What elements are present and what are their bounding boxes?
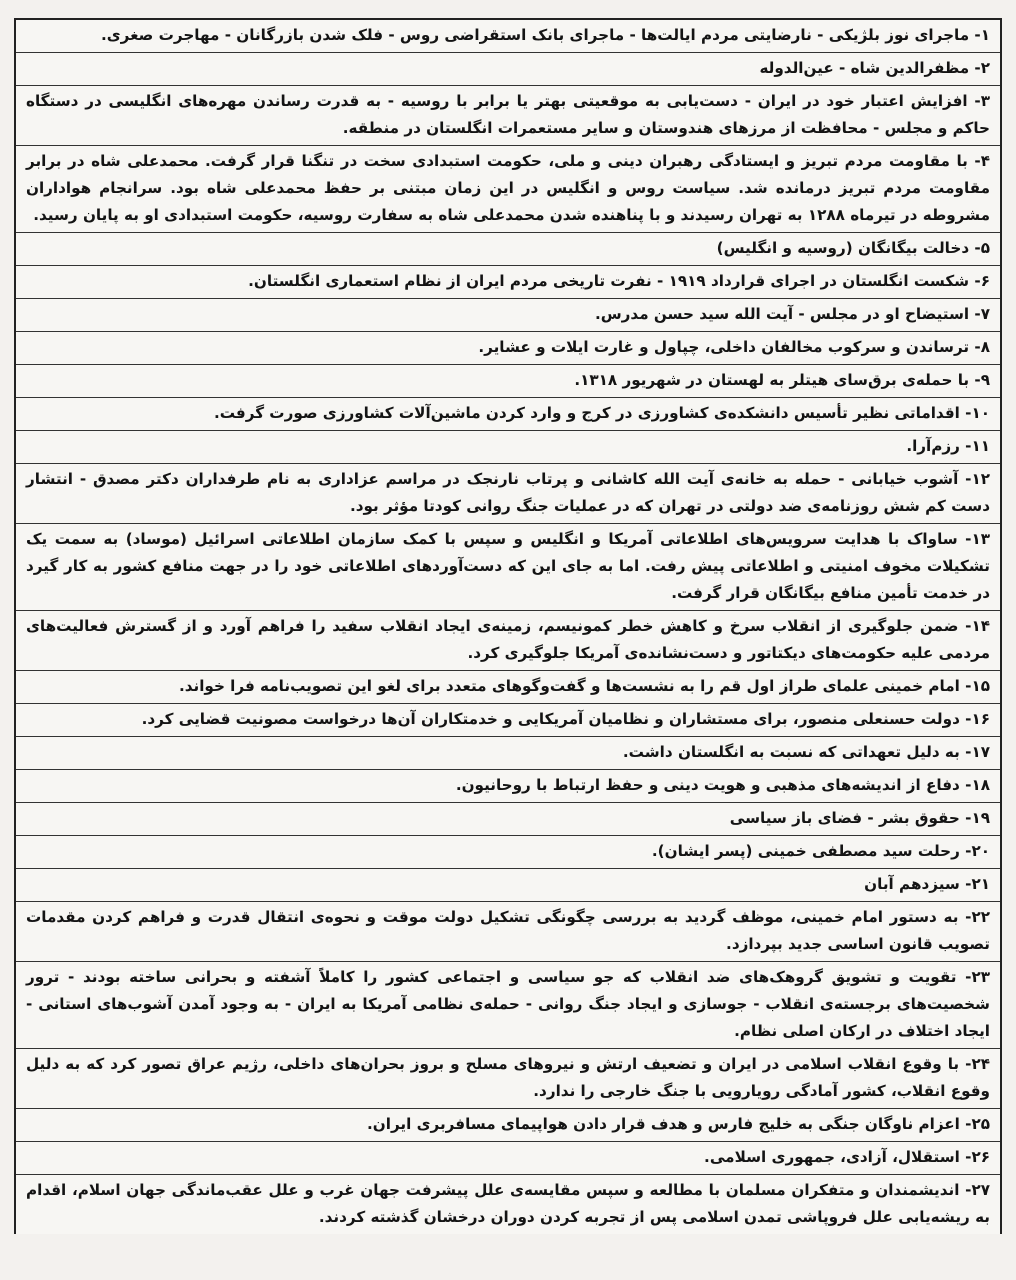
- answer-row: [16, 53, 1000, 86]
- answer-separator: -: [959, 1181, 972, 1199]
- answer-separator: -: [957, 530, 972, 548]
- answer-separator: -: [969, 371, 981, 389]
- answer-row: [16, 1049, 1000, 1109]
- answer-text: دولت حسنعلی منصور، برای مستشاران و نظامیان آمریکایی و خدمتکاران آن‌ها درخواست مصونیت قضایی کرد.: [141, 710, 960, 728]
- answer-number: ۲۵: [971, 1115, 990, 1133]
- answer-row: [16, 611, 1000, 671]
- answer-number: ۱: [980, 26, 990, 44]
- answer-separator: -: [969, 338, 981, 356]
- answer-number: ۲۶: [971, 1148, 990, 1166]
- answer-number: ۱۸: [971, 776, 990, 794]
- answer-text: با وقوع انقلاب اسلامی در ایران و تضعیف ارتش و نیروهای مسلح و بروز بحران‌های داخلی، رژیم عراق تصور کرد که به دلیل وقوع انقلاب، کشور آمادگی رویارویی با جنگ خارجی را ندارد.: [26, 1055, 990, 1100]
- answer-row: [16, 962, 1000, 1049]
- answer-text: ترساندن و سرکوب مخالفان داخلی، چپاول و غارت ایلات و عشایر.: [478, 338, 970, 356]
- answer-separator: -: [958, 908, 972, 926]
- answer-number: ۱۰: [971, 404, 990, 422]
- answer-number: ۲: [980, 59, 990, 77]
- answer-text: اندیشمندان و متفکران مسلمان با مطالعه و سپس مقایسه‌ی علل پیشرفت جهان غرب و علل عقب‌ماندگی جهان اسلام، اقدام به ریشه‌یابی علل فروپاشی تمدن اسلامی پس از تجربه کردن دوران درخشان گذشته کردند.: [26, 1181, 990, 1226]
- answer-row: [16, 266, 1000, 299]
- answer-text: ضمن جلوگیری از انقلاب سرخ و کاهش خطر کمونیسم، زمینه‌ی ایجاد انقلاب سفید را فراهم آورد و از گسترش فعالیت‌های مردمی علیه حکومت‌های دیکتاتور و دست‌نشانده‌ی آمریکا جلوگیری کرد.: [26, 617, 990, 662]
- answer-row: [16, 464, 1000, 524]
- answer-separator: -: [969, 239, 981, 257]
- answer-text: رزم‌آرا.: [906, 437, 960, 455]
- answer-number: ۵: [980, 239, 990, 257]
- answer-text: دخالت بیگانگان (روسیه و انگلیس): [716, 239, 970, 257]
- answer-separator: -: [958, 470, 972, 488]
- answer-row: [16, 737, 1000, 770]
- answer-number: ۹: [980, 371, 990, 389]
- answer-number: ۲۰: [971, 842, 990, 860]
- answer-row: [16, 86, 1000, 146]
- answer-number: ۲۱: [971, 875, 990, 893]
- answer-separator: -: [956, 968, 972, 986]
- answer-row: [16, 671, 1000, 704]
- answer-text: استیضاح او در مجلس - آیت الله سید حسن مدرس.: [594, 305, 970, 323]
- answer-text: به دستور امام خمینی، موظف گردید به بررسی چگونگی تشکیل دولت موقت و نحوه‌ی انتقال قدرت و فراهم کردن مقدمات تصویب قانون اساسی جدید بپردازد.: [26, 908, 990, 953]
- answer-separator: -: [969, 59, 981, 77]
- answer-number: ۱۴: [971, 617, 991, 635]
- answer-separator: -: [959, 437, 972, 455]
- answer-row: [16, 770, 1000, 803]
- answer-row: [16, 869, 1000, 902]
- answer-number: ۱۷: [971, 743, 990, 761]
- answer-separator: -: [959, 809, 972, 827]
- answer-number: ۴: [980, 152, 990, 170]
- answer-number: ۱۹: [971, 809, 990, 827]
- answer-row: [16, 299, 1000, 332]
- answer-separator: -: [959, 710, 972, 728]
- answer-row: [16, 398, 1000, 431]
- answer-row: [16, 233, 1000, 266]
- answer-separator: -: [967, 92, 981, 110]
- answer-text: حقوق بشر - فضای باز سیاسی: [729, 809, 960, 827]
- answer-text: تقویت و تشویق گروهک‌های ضد انقلاب که جو سیاسی و اجتماعی کشور را کاملاً آشفته و بحرانی ساخته بودند - ترور شخصیت‌های برجسته‌ی انقلاب - جوسازی و ایجاد جنگ روانی - حمله‌ی نظامی آمریکا به ایران - به وجود آمدن آشوب‌های استانی - ایجاد اختلاف در ارکان اصلی نظام.: [26, 968, 990, 1040]
- answer-row: [16, 704, 1000, 737]
- answer-number: ۲۲: [971, 908, 990, 926]
- answer-text: استقلال، آزادی، جمهوری اسلامی.: [704, 1148, 960, 1166]
- answer-row: [16, 902, 1000, 962]
- answer-text: اقداماتی نظیر تأسیس دانشکده‌ی کشاورزی در کرج و وارد کردن ماشین‌آلات کشاورزی صورت گرفت.: [213, 404, 960, 422]
- answer-text: امام خمینی علمای طراز اول قم را به نشست‌ها و گفت‌وگوهای متعدد برای لغو این تصویب‌نامه فرا خواند.: [178, 677, 960, 695]
- answer-text: اعزام ناوگان جنگی به خلیج فارس و هدف قرار دادن هواپیمای مسافربری ایران.: [367, 1115, 960, 1133]
- answer-number: ۲۷: [971, 1181, 990, 1199]
- answer-number: ۳: [980, 92, 991, 110]
- answer-separator: -: [959, 1148, 972, 1166]
- answer-row: [16, 365, 1000, 398]
- answer-row: [16, 20, 1000, 53]
- answer-text: با مقاومت مردم تبریز و ایستادگی رهبران دینی و ملی، حکومت استبدادی سخت در تنگنا قرار گرفت. محمدعلی شاه در برابر مقاومت مردم تبریز درمانده شد. سیاست روس و انگلیس در این زمان مبتنی بر حفظ محمدعلی شاه بود. سرانجام هواداران مشروطه در تیرماه ۱۲۸۸ به تهران رسیدند و با پناهنده شدن محمدعلی شاه به سفارت روسیه، حکومت استبدادی او به پایان رسید.: [26, 152, 990, 224]
- answer-text: افزایش اعتبار خود در ایران - دست‌یابی به موقعیتی بهتر یا برابر با روسیه - به قدرت رساندن مهره‌های انگلیسی در دستگاه حاکم و مجلس - محافظت از مرزهای هندوستان و سایر مستعمرات انگلستان در منطقه.: [26, 92, 990, 137]
- answer-text: رحلت سید مصطفی خمینی (پسر ایشان).: [651, 842, 960, 860]
- answer-text: با حمله‌ی برق‌سای هیتلر به لهستان در شهریور ۱۳۱۸.: [574, 371, 970, 389]
- answer-separator: -: [959, 875, 972, 893]
- answer-text: ساواک با هدایت سرویس‌های اطلاعاتی آمریکا و انگلیس و سپس با کمک سازمان اطلاعاتی اسرائیل (موساد) به سمت یک تشکیلات مخوف امنیتی و اطلاعاتی پیش رفت. اما به جای این که دست‌آوردهای اطلاعاتی خود را در جهت منافع کشور به کار گیرد در خدمت تأمین منافع بیگانگان قرار گرفت.: [26, 530, 990, 602]
- answer-separator: -: [969, 305, 981, 323]
- answer-text: شکست انگلستان در اجرای قرارداد ۱۹۱۹ - نفرت تاریخی مردم ایران از نظام استعماری انگلستان.: [248, 272, 970, 290]
- answer-separator: -: [959, 404, 972, 422]
- answer-number: ۱۳: [971, 530, 990, 548]
- answer-row: [16, 332, 1000, 365]
- answer-row: [16, 1142, 1000, 1175]
- answer-text: ماجرای نوز بلژیکی - نارضایتی مردم ایالت‌ها - ماجرای بانک استقراضی روس - فلک شدن بازرگانان - مهاجرت صغری.: [100, 26, 970, 44]
- answer-number: ۱۲: [971, 470, 990, 488]
- answer-text: آشوب خیابانی - حمله به خانه‌ی آیت الله کاشانی و پرتاب نارنجک در مراسم عزاداری به نام طرفداران دکتر مصدق - انتشار دست کم شش روزنامه‌ی ضد دولتی در تهران که در عملیات جنگ روانی کودتا مؤثر بود.: [26, 470, 990, 515]
- answer-row: [16, 836, 1000, 869]
- answer-row: [16, 146, 1000, 233]
- answer-separator: -: [959, 842, 972, 860]
- answer-separator: -: [959, 743, 972, 761]
- answer-separator: -: [959, 677, 972, 695]
- answer-text: سیزدهم آبان: [864, 875, 960, 893]
- answer-row: [16, 431, 1000, 464]
- answer-number: ۱۱: [971, 437, 990, 455]
- answer-text: دفاع از اندیشه‌های مذهبی و هویت دینی و حفظ ارتباط با روحانیون.: [455, 776, 960, 794]
- answer-number: ۷: [980, 305, 990, 323]
- answer-separator: -: [969, 272, 981, 290]
- answer-text: مظفرالدین شاه - عین‌الدوله: [759, 59, 970, 77]
- answer-number: ۲۴: [971, 1055, 990, 1073]
- answer-separator: -: [958, 617, 972, 635]
- answer-row: [16, 803, 1000, 836]
- answer-separator: -: [967, 152, 981, 170]
- answer-row: [16, 524, 1000, 611]
- answer-row: [16, 1109, 1000, 1142]
- answer-separator: -: [959, 776, 972, 794]
- answer-number: ۶: [980, 272, 990, 290]
- answer-number: ۱۵: [971, 677, 990, 695]
- answer-row: [16, 1175, 1000, 1234]
- answer-number: ۸: [980, 338, 990, 356]
- answer-text: به دلیل تعهداتی که نسبت به انگلستان داشت.: [622, 743, 960, 761]
- answer-separator: -: [969, 26, 981, 44]
- answer-table: [14, 18, 1002, 1234]
- answer-separator: -: [959, 1115, 972, 1133]
- answer-separator: -: [959, 1055, 972, 1073]
- answer-number: ۱۶: [971, 710, 990, 728]
- answer-number: ۲۳: [971, 968, 990, 986]
